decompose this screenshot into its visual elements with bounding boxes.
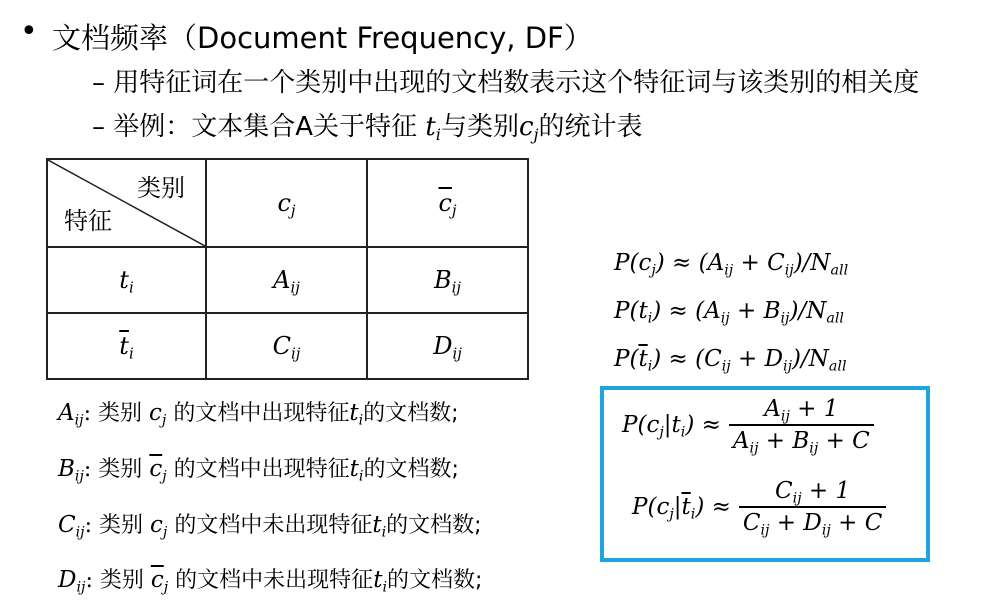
definition-cij: $C_{ij}$: 类别 $c_j$ 的文档中未出现特征$t_i$的文档数; [58,512,482,541]
header-cj: $c_j$ [206,159,367,247]
slide-heading: 文档频率（Document Frequency, DF） [52,21,593,55]
corner-feature-label: 特征 [64,207,112,235]
math-ti: $t_i$ [425,112,441,144]
bullet-marker: • [20,14,38,49]
contingency-table [46,158,529,380]
definition-dij: $D_{ij}$: 类别 $\overline{c}_j$ 的文档中未出现特征$t_i$的文档数; [58,567,483,596]
example-mid: 与类别 [440,112,519,142]
formula-p-ti: $P(t_i) \approx (A_{ij} + B_{ij})/N_{all}$ [614,298,844,327]
cell-dij: $D_{ij}$ [367,313,528,379]
cell-cij: $C_{ij}$ [206,313,367,379]
formula-p-cj-given-ti-bar: $P(c_j|\overline{t}_i)$ ≈ $\frac{C_{ij} + 1}{C_{ij} + D_{ij} + C}$ [632,478,886,536]
sub-item-definition [92,62,919,99]
sub-item-definition-text: 用特征词在一个类别中出现的文档数表示这个特征词与该类别的相关度 [113,68,920,98]
row-header-ti-bar: $\overline{t}_i$ [47,313,206,379]
example-prefix: 举例：文本集合A关于特征 [113,112,418,142]
math-cj: $c_j$ [518,112,539,144]
formula-p-ti-bar: $P(\overline{t}_i) \approx (C_{ij} + D_{ij})/N_{all}$ [614,346,847,375]
table-corner-cell [47,159,206,247]
definition-bij: $B_{ij}$: 类别 $\overline{c}_j$ 的文档中出现特征$t_i$的文档数; [58,456,459,485]
cell-bij: $B_{ij}$ [367,247,528,313]
formula-p-cj-given-ti: $P(c_j|t_i)$ ≈ $\frac{A_{ij} + 1}{A_{ij} + B_{ij} + C}$ [622,396,874,454]
sub-item-example [92,106,643,143]
formula-p-cj: $P(c_j) \approx (A_{ij} + C_{ij})/N_{all}$ [614,250,849,279]
cell-aij: $A_{ij}$ [206,247,367,313]
example-suffix: 的统计表 [538,112,643,142]
corner-category-label: 类别 [137,174,185,202]
definition-aij: $A_{ij}$: 类别 $c_j$ 的文档中出现特征$t_i$的文档数; [58,400,459,429]
header-cj-bar: $\overline{c}_j$ [367,159,528,247]
dash-marker: – [92,112,105,142]
row-header-ti: $t_i$ [47,247,206,313]
dash-marker: – [92,68,105,98]
